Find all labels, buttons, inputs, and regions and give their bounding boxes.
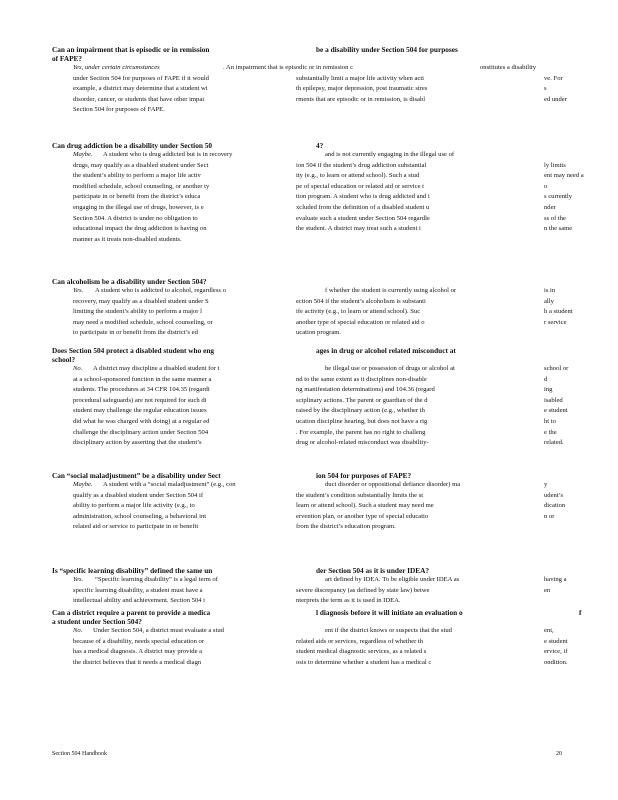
answer-text: ent if the district knows or suspects that the stud [325, 627, 452, 634]
answer-text: students. The procedures at 34 CFR 104.35 (regardi [73, 386, 210, 394]
answer-text: rments that are episodic or in remission, is disabl [296, 95, 426, 103]
answer-text: engaging in the illegal use of drugs, however, is e [73, 204, 204, 211]
question-text: Can a district require a parent to provide a medica [52, 608, 211, 617]
answer-text: ng manifestation determinations) and 104.36 (regard [296, 386, 435, 394]
answer-text: sciplinary actions. The parent or guardian of the d [296, 396, 428, 404]
question-text: a student under Section 504? [52, 617, 142, 626]
question-text: school? [52, 355, 76, 364]
answer-text: may need a modified schedule, school counseling, or [73, 318, 213, 326]
answer-text: the district believes that it needs a medical diagn [73, 658, 202, 666]
answer-text: th epilepsy, major depression, post traumatic stres [296, 85, 428, 93]
question-text: 4? [316, 141, 324, 150]
answer-text: s currently [544, 193, 573, 201]
question-text: Can alcoholism be a disability under Section 504? [52, 277, 207, 286]
answer-text: xcluded from the definition of a disabled student u [296, 204, 430, 211]
answer-text: ly limits [544, 161, 566, 169]
answer-text: ent, [544, 627, 554, 634]
answer-text: art defined by IDEA. To be eligible under IDEA as [325, 576, 460, 583]
answer-text: school or [544, 365, 569, 372]
answer-text: onstitutes a disability [480, 64, 537, 71]
answer-text: ife activity (e.g., to learn or attend school). Suc [296, 308, 421, 316]
answer-text: e the [544, 428, 557, 436]
question-text: Does Section 504 protect a disabled student who eng [52, 346, 215, 355]
answer-text: ondition. [544, 658, 568, 666]
answer-text: . For example, the parent has no right to challeng [296, 428, 426, 436]
answer-text: from the district’s education program. [296, 523, 396, 531]
question-text: der Section 504 as it is under IDEA? [316, 566, 430, 575]
answer-label: Yes, under certain circumstances [73, 64, 160, 71]
answer-text: at a school-sponsored function in the same manner a [73, 375, 212, 383]
answer-text: isabled [544, 396, 563, 404]
answer-text: h a student [544, 308, 573, 316]
answer-label: Yes. [73, 576, 84, 583]
answer-label: Yes. [73, 287, 84, 294]
answer-text: “Specific learning disability” is a legal term of [95, 576, 218, 583]
answer-text: A student who is addicted to alcohol, regardless o [95, 287, 226, 294]
answer-text: the student’s condition substantially limits the st [296, 491, 424, 499]
answer-text: example, a district may determine that a student wi [73, 85, 208, 93]
answer-text: drugs, may qualify as a disabled student under Sect [73, 161, 209, 169]
answer-text: manner as it treats non-disabled students. [73, 235, 182, 243]
answer-text: ed under [544, 95, 567, 103]
answer-text: related aids or services, regardless of whether th [296, 637, 424, 645]
answer-text: is in [544, 287, 556, 294]
answer-text: ection 504 if the student’s alcoholism is substanti [296, 297, 426, 305]
answer-text: en [544, 586, 551, 594]
answer-text: . An impairment that is episodic or in remission c [223, 64, 354, 71]
answer-text: student may challenge the regular education issues [73, 407, 207, 415]
question-text: of FAPE? [52, 54, 83, 63]
page-number: 20 [556, 751, 562, 757]
answer-text: and is not currently engaging in the illegal use of [325, 151, 455, 158]
answer-text: student medical diagnostic services, as a related s [296, 648, 427, 656]
answer-text: intellectual ability and achievement. Section 504 i [73, 597, 206, 605]
answer-text: modified schedule, school counseling, or another ty [73, 182, 210, 190]
answer-text: another type of special education or related aid o [296, 318, 425, 326]
answer-text: has a medical diagnosis. A district may provide a [73, 648, 203, 656]
answer-text: the student’s ability to perform a major life activ [73, 172, 201, 180]
answer-text: ent may need a [544, 172, 584, 180]
answer-text: qualify as a disabled student under Section 504 if [73, 491, 204, 499]
answer-text: limiting the student’s ability to perform a major l [73, 308, 202, 316]
answer-text: ss of the [544, 214, 566, 222]
answer-text: n the same [544, 225, 573, 233]
answer-label: Maybe. [73, 481, 93, 488]
answer-text: n or [544, 512, 555, 520]
answer-text: ervice, if [544, 648, 568, 656]
answer-text: drug or alcohol-related misconduct was disability- [296, 439, 429, 447]
answer-text: d [544, 375, 548, 383]
answer-label: No. [73, 627, 83, 634]
question-text: Can “social maladjustment” be a disability under Sect [52, 471, 221, 480]
answer-text: to participate in or benefit from the district’s ed [73, 329, 198, 337]
answer-text: ervention plan, or another type of special educatio [296, 512, 429, 520]
answer-label: Maybe. [73, 151, 93, 158]
question-text: f [579, 608, 582, 617]
answer-text: ion 504 if the student’s drug addiction substantial [296, 161, 427, 169]
answer-text: the student. A district may treat such a student i [296, 225, 421, 233]
answer-text: e student [544, 637, 568, 645]
answer-text: tion program. A student who is drug addicted and i [296, 193, 430, 201]
answer-text: procedural safeguards) are not required for such di [73, 396, 207, 404]
answer-text: e student [544, 407, 568, 415]
answer-text: ucation program. [296, 329, 342, 337]
answer-text: he illegal use or possession of drugs or alcohol at [325, 365, 455, 372]
question-text: Can an impairment that is episodic or in remission [52, 45, 210, 54]
answer-text: nder [544, 204, 556, 211]
question-text: Can drug addiction be a disability under Section 50 [52, 141, 213, 150]
footer-title: Section 504 Handbook [52, 751, 107, 757]
answer-text: ability to perform a major life activity (e.g., to [73, 502, 195, 510]
answer-text: duct disorder or oppositional defiance disorder) ma [325, 481, 461, 488]
answer-text: dication [544, 502, 566, 510]
answer-text: participate in or benefit from the district’s educa [73, 193, 201, 201]
answer-text: ucation discipline hearing, but does not have a rig [296, 418, 428, 425]
answer-text: Section 504 for purposes of FAPE. [73, 106, 165, 114]
answer-text: nterprets the term as it is used in IDEA. [296, 597, 401, 605]
answer-text: pe of special education or related aid or service t [296, 182, 424, 190]
answer-text: nd to the same extent as it disciplines non-disable [296, 375, 427, 383]
answer-text: challenge the disciplinary action under Section 504 [73, 428, 209, 436]
answer-text: having a [544, 576, 567, 583]
question-text: Is “specific learning disability” defined the same un [52, 566, 213, 575]
answer-text: specific learning disability, a student must have a [73, 586, 203, 594]
answer-text: Section 504. A district is under no obligation to [73, 214, 198, 222]
answer-text: educational impact the drug addiction is having on [73, 225, 207, 233]
answer-text: learn or attend school). Such a student may need me [296, 502, 434, 510]
answer-text: ally [544, 297, 554, 305]
question-text: ages in drug or alcohol related misconduct at [316, 346, 456, 355]
answer-text: osis to determine whether a student has a medical c [296, 658, 432, 666]
answer-text: ht to [544, 418, 556, 425]
answer-text: evaluate such a student under Section 504 regardle [296, 214, 430, 222]
answer-text: A district may discipline a disabled student for t [93, 365, 220, 372]
answer-text: s [544, 85, 547, 93]
answer-text: related aid or service to participate in or benefit [73, 523, 199, 531]
answer-text: under Section 504 for purposes of FAPE if it would [73, 74, 209, 82]
question-text: be a disability under Section 504 for purposes [316, 45, 458, 54]
answer-text: f whether the student is currently using alcohol or [325, 287, 457, 294]
question-text: ion 504 for purposes of FAPE? [316, 471, 412, 480]
answer-text: r service [544, 318, 567, 326]
answer-text: because of a disability, needs special education or [73, 637, 205, 645]
question-text: l diagnosis before it will initiate an evaluation o [316, 608, 463, 617]
answer-text: udent’s [544, 491, 564, 499]
answer-text: A student with a “social maladjustment” (e.g., con [103, 481, 236, 488]
answer-text: Under Section 504, a district must evaluate a stud [93, 627, 224, 634]
answer-label: No. [73, 365, 83, 372]
answer-text: disciplinary action by asserting that the student’s [73, 439, 202, 447]
answer-text: o [544, 182, 548, 190]
answer-text: administration, school counseling, a behavioral int [73, 512, 207, 520]
answer-text: y [544, 481, 548, 488]
answer-text: ing [544, 386, 553, 394]
answer-text: recovery, may qualify as a disabled student under S [73, 297, 209, 305]
answer-text: A student who is drug addicted but is in recovery [103, 151, 233, 158]
answer-text: ity (e.g., to learn or attend school). Such a stud [296, 172, 420, 180]
answer-text: did what he was charged with doing) at a regular ed [73, 418, 210, 425]
answer-text: disorder, cancer, or students that have other impai [73, 95, 205, 103]
answer-text: raised by the disciplinary action (e.g., whether th [296, 407, 425, 415]
answer-text: ve. For [544, 74, 563, 82]
answer-text: related. [544, 439, 564, 447]
answer-text: severe discrepancy (as defined by state law) betwe [296, 586, 430, 594]
answer-text: substantially limit a major life activity when acti [296, 74, 424, 82]
